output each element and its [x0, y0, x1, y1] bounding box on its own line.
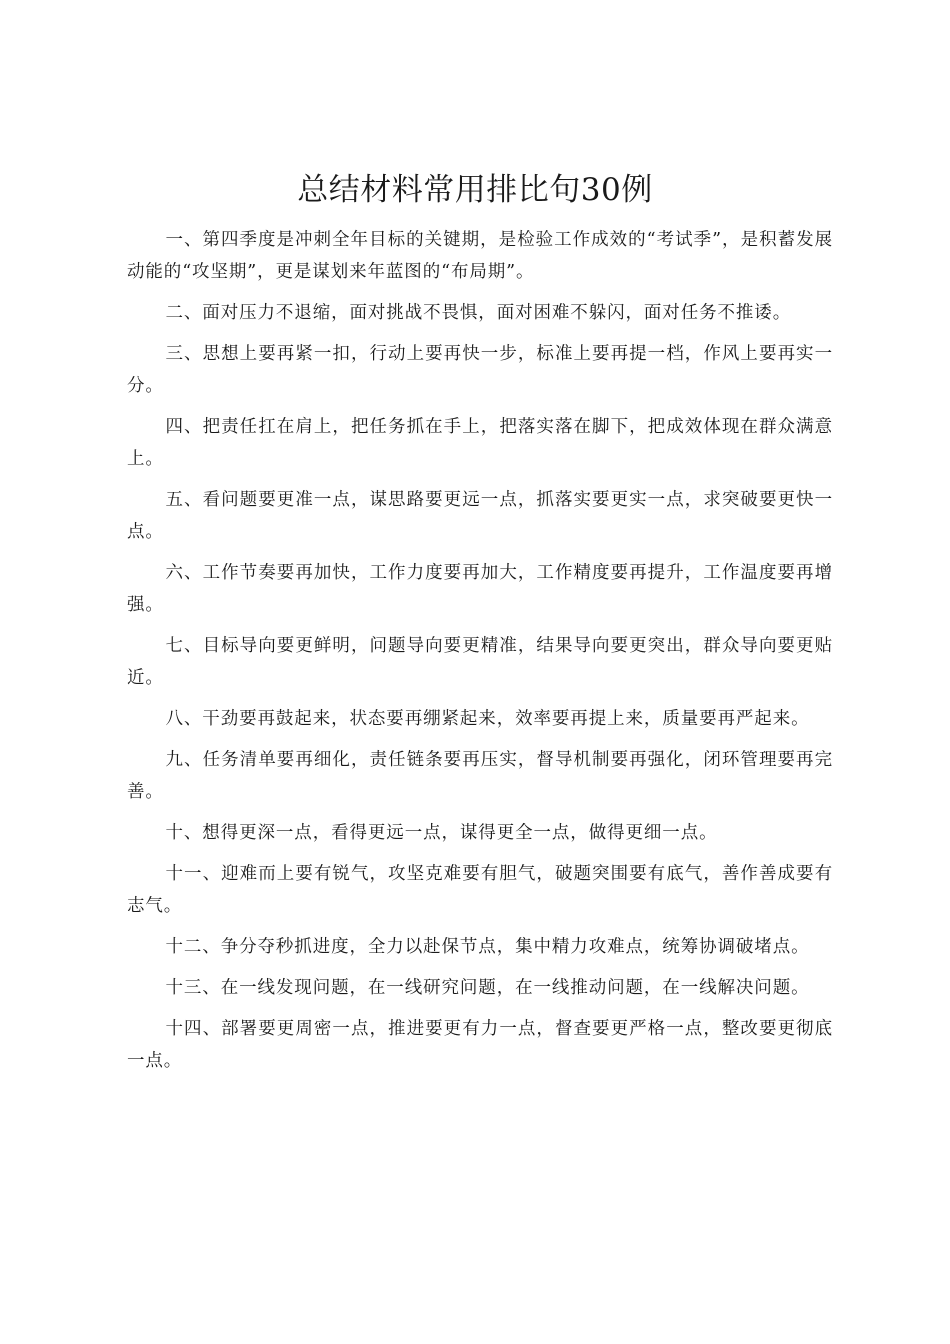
document-title: 总结材料常用排比句30例 [297, 172, 653, 208]
paragraph-8: 八、干劲要再鼓起来，状态要再绷紧起来，效率要再提上来，质量要再严起来。 [165, 709, 810, 729]
paragraph-10: 十、想得更深一点，看得更远一点，谋得更全一点，做得更细一点。 [165, 823, 718, 843]
paragraph-14: 十四、部署要更周密一点，推进要更有力一点，督查要更严格一点，整改要更彻底一点。 [127, 1019, 833, 1071]
paragraph-7: 七、目标导向要更鲜明，问题导向要更精准，结果导向要更突出，群众导向要更贴近。 [127, 636, 833, 688]
paragraph-2: 二、面对压力不退缩，面对挑战不畏惧，面对困难不躲闪，面对任务不推诿。 [165, 303, 792, 323]
paragraph-9: 九、任务清单要再细化，责任链条要再压实，督导机制要再强化，闭环管理要再完善。 [127, 750, 833, 802]
paragraph-4: 四、把责任扛在肩上，把任务抓在手上，把落实落在脚下，把成效体现在群众满意上。 [127, 417, 833, 469]
paragraph-12: 十二、争分夺秒抓进度，全力以赴保节点，集中精力攻难点，统筹协调破堵点。 [165, 937, 810, 957]
paragraph-5: 五、看问题要更准一点，谋思路要更远一点，抓落实要更实一点，求突破要更快一点。 [127, 490, 833, 542]
paragraph-6: 六、工作节奏要再加快，工作力度要再加大，工作精度要再提升，工作温度要再增强。 [127, 563, 833, 615]
paragraph-3: 三、思想上要再紧一扣，行动上要再快一步，标准上要再提一档，作风上要再实一分。 [127, 344, 833, 396]
paragraph-11: 十一、迎难而上要有锐气，攻坚克难要有胆气，破题突围要有底气，善作善成要有志气。 [127, 864, 833, 916]
paragraph-13: 十三、在一线发现问题，在一线研究问题，在一线推动问题，在一线解决问题。 [165, 978, 810, 998]
document-body [127, 224, 833, 1086]
paragraph-1: 一、第四季度是冲刺全年目标的关键期，是检验工作成效的“考试季”，是积蓄发展动能的“攻坚期”，更是谋划来年蓝图的“布局期”。 [127, 230, 833, 282]
